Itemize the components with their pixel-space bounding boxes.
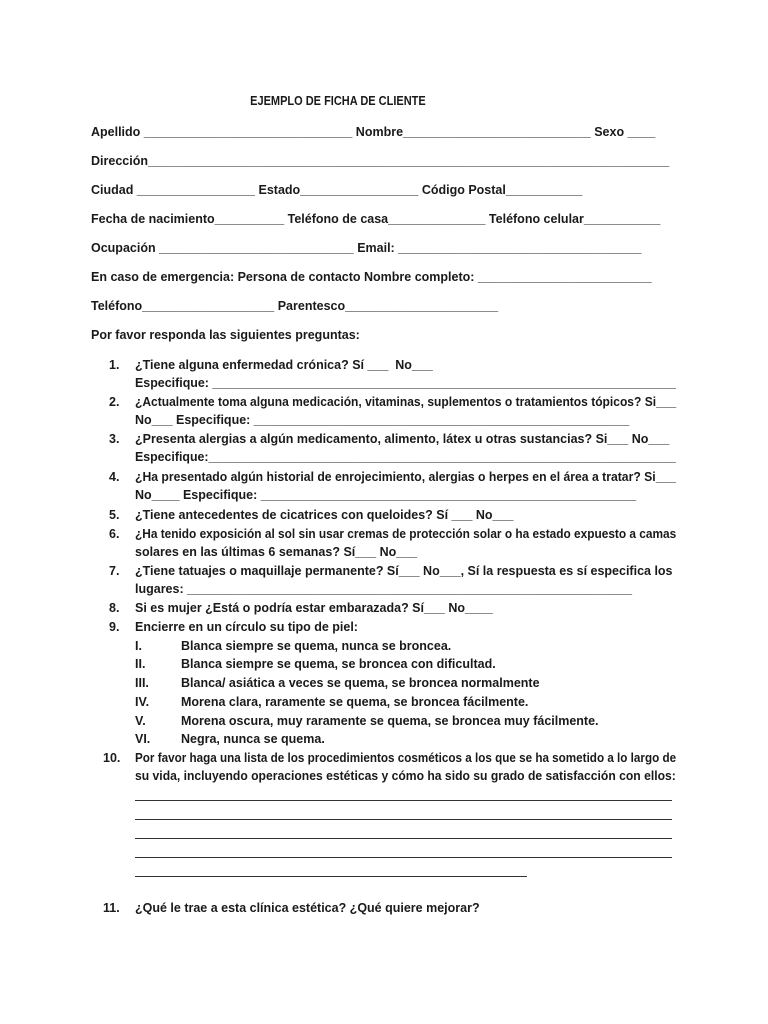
question-1-text[interactable]: ¿Tiene alguna enfermedad crónica? Sí ___ No___ (135, 358, 433, 372)
field-telefono-parentesco[interactable]: Teléfono___________________ Parentesco______________________ (91, 299, 499, 313)
skin-type-option[interactable]: Blanca siempre se quema, nunca se broncea. (181, 639, 452, 653)
question-7-places[interactable]: lugares: ________________________________________________________________ (135, 582, 633, 596)
field-ocupacion-email[interactable]: Ocupación ____________________________ Email: ___________________________________ (91, 241, 642, 255)
question-11-text: ¿Qué le trae a esta clínica estética? ¿Qué quiere mejorar? (135, 901, 480, 915)
question-number: 10. (103, 751, 121, 765)
question-number: 9. (109, 620, 120, 634)
question-2-specify[interactable]: No___ Especifique: ______________________________________________________ (135, 413, 630, 427)
answer-line[interactable] (135, 819, 672, 820)
skin-type-numeral: VI. (135, 732, 151, 746)
question-6-text[interactable]: ¿Ha tenido exposición al sol sin usar cremas de protección solar o ha estado expuesto a camas (135, 527, 677, 541)
answer-line[interactable] (135, 800, 672, 801)
question-4-specify[interactable]: No____ Especifique: ______________________________________________________ (135, 488, 637, 502)
question-1-specify[interactable]: Especifique: ___________________________________________________________________ (135, 376, 676, 390)
question-6-text-cont[interactable]: solares en las últimas 6 semanas? Sí___ No___ (135, 545, 418, 559)
question-3-text[interactable]: ¿Presenta alergias a algún medicamento, alimento, látex u otras sustancias? Si___ No___ (135, 432, 670, 446)
skin-type-option[interactable]: Negra, nunca se quema. (181, 732, 325, 746)
skin-type-option[interactable]: Morena oscura, muy raramente se quema, se broncea muy fácilmente. (181, 714, 599, 728)
skin-type-numeral: III. (135, 676, 149, 690)
skin-type-numeral: V. (135, 714, 146, 728)
answer-line[interactable] (135, 857, 672, 858)
question-10-text-cont: su vida, incluyendo operaciones estéticas y cómo ha sido su grado de satisfacción con ellos: (135, 769, 676, 783)
field-fecha-telefonos[interactable]: Fecha de nacimiento__________ Teléfono de casa______________ Teléfono celular___________ (91, 212, 661, 226)
question-9-text: Encierre en un círculo su tipo de piel: (135, 620, 358, 634)
skin-type-option[interactable]: Blanca siempre se quema, se broncea con dificultad. (181, 657, 496, 671)
skin-type-numeral: I. (135, 639, 142, 653)
field-ciudad-estado-cp[interactable]: Ciudad _________________ Estado_________________ Código Postal___________ (91, 183, 583, 197)
form-title: EJEMPLO DE FICHA DE CLIENTE (250, 94, 426, 108)
skin-type-numeral: IV. (135, 695, 150, 709)
question-2-text[interactable]: ¿Actualmente toma alguna medicación, vitaminas, suplementos o tratamientos tópicos? Si___ (135, 395, 677, 409)
question-3-specify[interactable]: Especifique:____________________________________________________________________ (135, 450, 677, 464)
question-5-text[interactable]: ¿Tiene antecedentes de cicatrices con queloides? Sí ___ No___ (135, 508, 514, 522)
skin-type-option[interactable]: Morena clara, raramente se quema, se broncea fácilmente. (181, 695, 529, 709)
answer-line[interactable] (135, 876, 527, 877)
question-10-text: Por favor haga una lista de los procedimientos cosméticos a los que se ha sometido a lo largo de (135, 751, 677, 765)
question-number: 11. (103, 901, 120, 915)
question-number: 7. (109, 564, 120, 578)
question-7-text[interactable]: ¿Tiene tatuajes o maquillaje permanente? Sí___ No___, Sí la respuesta es sí especifica los (135, 564, 673, 578)
questions-intro: Por favor responda las siguientes preguntas: (91, 328, 360, 342)
answer-line[interactable] (135, 838, 672, 839)
question-number: 4. (109, 470, 120, 484)
question-number: 3. (109, 432, 120, 446)
field-contacto-emergencia[interactable]: En caso de emergencia: Persona de contacto Nombre completo: _________________________ (91, 270, 652, 284)
question-number: 5. (109, 508, 120, 522)
question-number: 1. (109, 358, 120, 372)
question-8-text[interactable]: Si es mujer ¿Está o podría estar embarazada? Sí___ No____ (135, 601, 493, 615)
question-number: 8. (109, 601, 120, 615)
question-number: 2. (109, 395, 120, 409)
skin-type-numeral: II. (135, 657, 146, 671)
skin-type-option[interactable]: Blanca/ asiática a veces se quema, se broncea normalmente (181, 676, 540, 690)
field-apellido-nombre-sexo[interactable]: Apellido ______________________________ Nombre___________________________ Sexo ____ (91, 125, 656, 139)
question-4-text[interactable]: ¿Ha presentado algún historial de enrojecimiento, alergias o herpes en el área a tratar? Si___ (135, 470, 677, 484)
question-number: 6. (109, 527, 120, 541)
field-direccion[interactable]: Dirección___________________________________________________________________________ (91, 154, 670, 168)
